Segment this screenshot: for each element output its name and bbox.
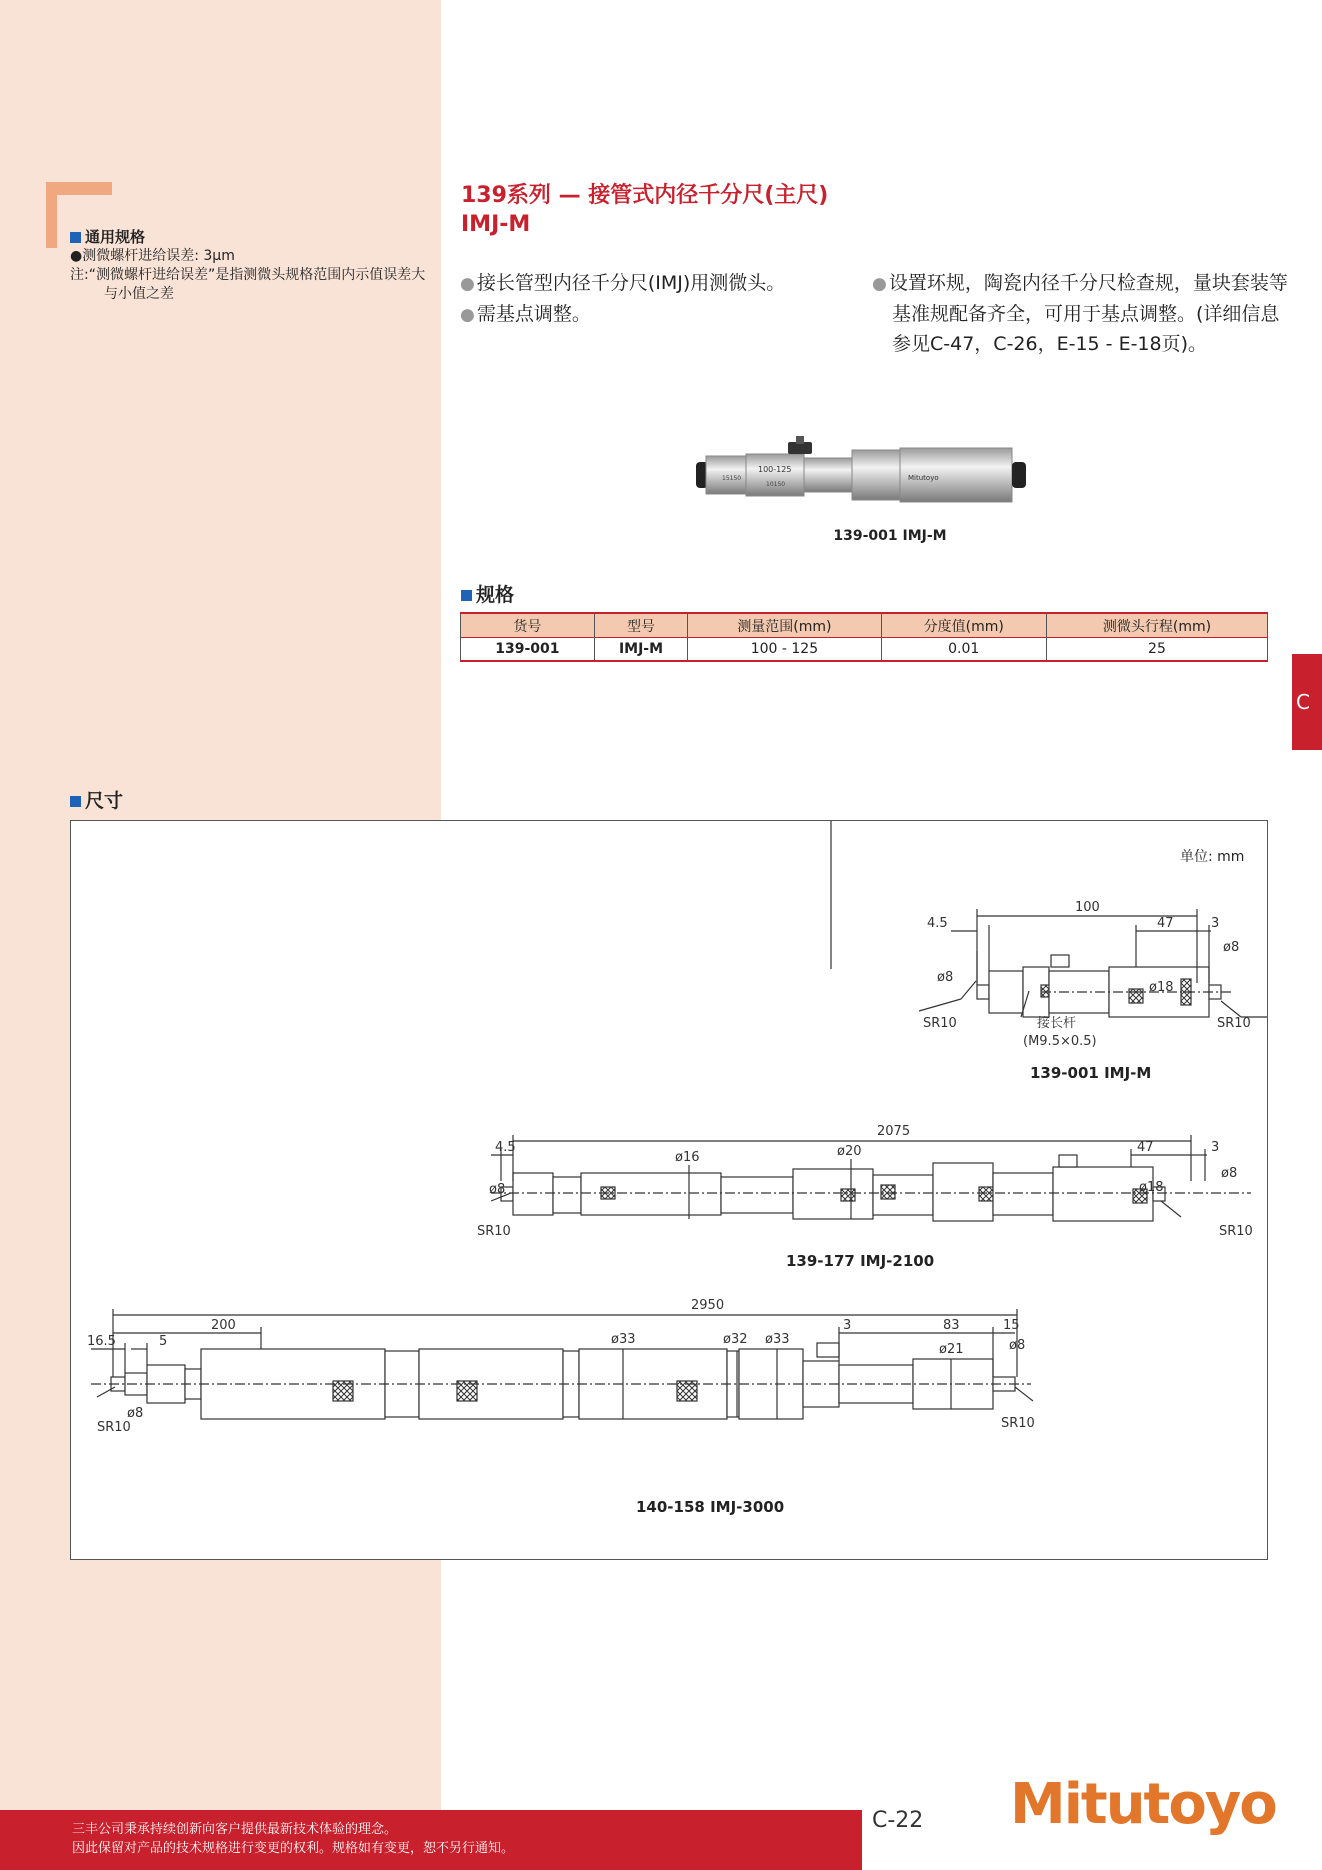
dim-label: 83 bbox=[943, 1318, 960, 1333]
dim-label: 200 bbox=[211, 1318, 236, 1333]
dimensions-title: 尺寸 bbox=[70, 786, 123, 813]
spec-table bbox=[460, 612, 1268, 662]
features-left bbox=[460, 268, 785, 330]
dim-label: ø8 bbox=[1223, 940, 1240, 955]
dim-label: (M9.5×0.5) bbox=[1023, 1034, 1097, 1049]
dim-label: 2950 bbox=[691, 1298, 725, 1313]
dim-label: ø32 bbox=[723, 1332, 748, 1347]
dim-label: ø8 bbox=[1009, 1338, 1026, 1353]
dim-label: 5 bbox=[159, 1334, 168, 1349]
dim-label: 3 bbox=[1211, 916, 1220, 931]
unit-label: 单位: mm bbox=[1180, 849, 1245, 865]
dim-label: 100 bbox=[1075, 900, 1100, 915]
dim-label: 3 bbox=[843, 1318, 852, 1333]
dim-label: ø8 bbox=[127, 1406, 144, 1421]
spec-header: 型号 bbox=[594, 613, 688, 638]
dimensions-box bbox=[70, 820, 1268, 1560]
page-title: 139系列 — 接管式内径千分尺(主尺) bbox=[461, 183, 829, 208]
dim-label: ø8 bbox=[1221, 1166, 1238, 1181]
dim-label: SR10 bbox=[477, 1224, 511, 1239]
general-spec-note: 注:“测微螺杆进给误差”是指测微头规格范围内示值误差大与小值之差 bbox=[70, 267, 426, 302]
feature-item: ● 需基点调整。 bbox=[460, 303, 591, 325]
dim-label: 2075 bbox=[877, 1124, 911, 1139]
drawing-caption: 139-001 IMJ-M bbox=[1030, 1064, 1152, 1082]
section-tab[interactable]: C bbox=[1292, 654, 1322, 750]
dim-label: 4.5 bbox=[495, 1140, 516, 1155]
dim-label: SR10 bbox=[923, 1016, 957, 1031]
bullet-icon: ● bbox=[872, 274, 887, 294]
dim-label: SR10 bbox=[1219, 1224, 1253, 1239]
photo-label: 10150 bbox=[766, 481, 786, 488]
page-subtitle: IMJ-M bbox=[461, 212, 531, 237]
dim-label: 3 bbox=[1211, 1140, 1220, 1155]
dim-label: ø18 bbox=[1139, 1180, 1164, 1195]
dim-label: ø21 bbox=[939, 1342, 964, 1357]
photo-label: 100-125 bbox=[758, 465, 792, 474]
spec-cell: IMJ-M bbox=[594, 638, 688, 662]
dim-label: ø18 bbox=[1149, 980, 1174, 995]
dim-label: ø8 bbox=[937, 970, 954, 985]
dimension-drawings bbox=[71, 821, 1267, 1559]
dim-label: SR10 bbox=[97, 1420, 131, 1435]
dim-label: 15 bbox=[1003, 1318, 1020, 1333]
photo-label: Mitutoyo bbox=[908, 474, 939, 482]
brand-logo: Mitutoyo bbox=[1010, 1772, 1276, 1837]
features-right: ● 设置环规，陶瓷内径千分尺检查规，量块套装等基准规配备齐全，可用于基点调整。(详细信息参见C-47，C-26，E-15 - E-18页)。 bbox=[872, 272, 1288, 355]
table-row bbox=[461, 638, 1268, 662]
dim-label: SR10 bbox=[1001, 1416, 1035, 1431]
dim-label: ø16 bbox=[675, 1150, 700, 1165]
dim-label: 4.5 bbox=[927, 916, 948, 931]
footer-line: 因此保留对产品的技术规格进行变更的权利。规格如有变更，恕不另行通知。 bbox=[72, 1841, 515, 1856]
spec-cell: 25 bbox=[1046, 638, 1267, 662]
general-spec-line: ●测微螺杆进给误差: 3μm bbox=[70, 248, 235, 264]
spec-cell: 0.01 bbox=[881, 638, 1046, 662]
dim-label: ø33 bbox=[765, 1332, 790, 1347]
dim-label: ø8 bbox=[489, 1182, 506, 1197]
dim-label: 47 bbox=[1157, 916, 1174, 931]
dim-label: 47 bbox=[1137, 1140, 1154, 1155]
bullet-icon: ● bbox=[460, 274, 475, 294]
spec-cell: 139-001 bbox=[461, 638, 595, 662]
dim-label: 16.5 bbox=[87, 1334, 116, 1349]
general-spec-title: 通用规格 bbox=[85, 228, 146, 246]
footer-text bbox=[72, 1820, 514, 1858]
product-photo bbox=[696, 428, 1032, 512]
page-number: C-22 bbox=[872, 1808, 924, 1833]
bullet-icon: ● bbox=[460, 305, 475, 325]
square-icon bbox=[70, 232, 81, 243]
photo-caption: 139-001 IMJ-M bbox=[833, 528, 947, 544]
photo-label: 15150 bbox=[722, 475, 742, 482]
drawing-caption: 139-177 IMJ-2100 bbox=[786, 1252, 935, 1270]
spec-cell: 100 - 125 bbox=[688, 638, 881, 662]
spec-header: 测微头行程(mm) bbox=[1046, 613, 1267, 638]
square-icon bbox=[461, 590, 472, 601]
dim-label: SR10 bbox=[1217, 1016, 1251, 1031]
spec-header-row bbox=[461, 613, 1268, 638]
general-spec bbox=[70, 228, 430, 304]
spec-header: 分度值(mm) bbox=[881, 613, 1046, 638]
footer-line: 三丰公司秉承持续创新向客户提供最新技术体验的理念。 bbox=[72, 1822, 398, 1837]
spec-header: 货号 bbox=[461, 613, 595, 638]
spec-header: 测量范围(mm) bbox=[688, 613, 881, 638]
feature-item: ● 接长管型内径千分尺(IMJ)用测微头。 bbox=[460, 272, 786, 294]
dim-label: ø33 bbox=[611, 1332, 636, 1347]
dim-label: ø20 bbox=[837, 1144, 862, 1159]
dim-label: 接长杆 bbox=[1037, 1016, 1077, 1031]
square-icon bbox=[70, 796, 81, 807]
spec-title: 规格 bbox=[461, 580, 514, 607]
drawing-caption: 140-158 IMJ-3000 bbox=[636, 1498, 785, 1516]
